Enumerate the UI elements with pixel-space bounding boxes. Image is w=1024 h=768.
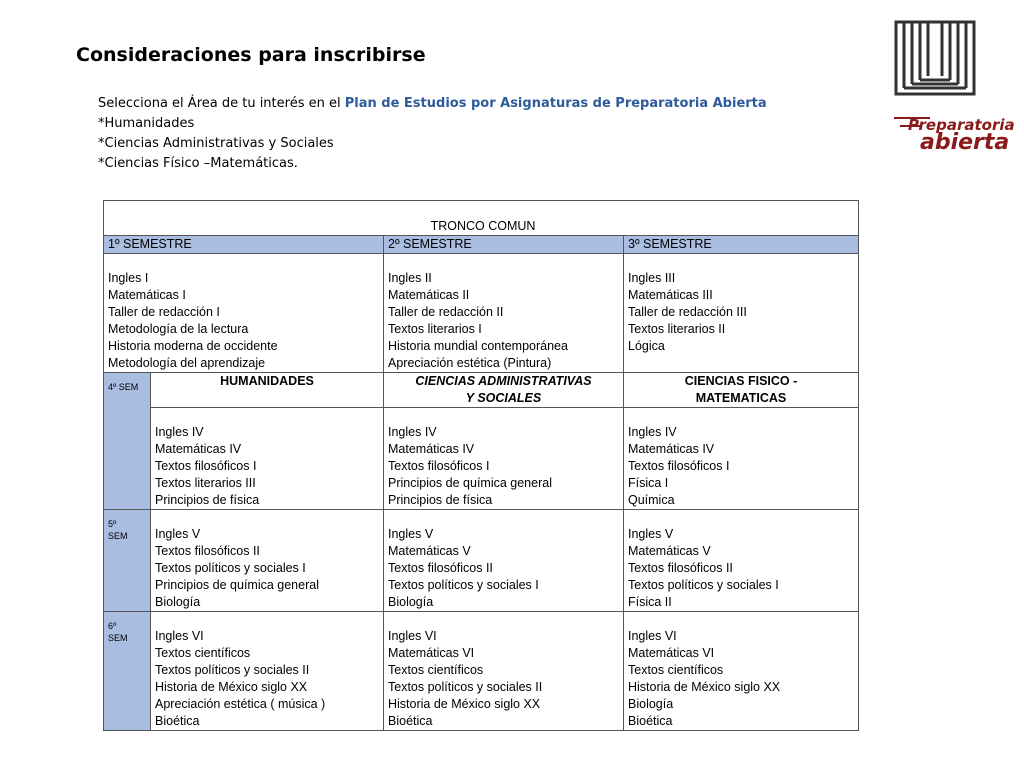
- study-plan-table: [103, 200, 859, 731]
- subject: Historia de México siglo XX: [628, 680, 781, 694]
- subject: Historia de México siglo XX: [155, 680, 308, 694]
- sem5-administrativas: [384, 510, 624, 612]
- area-fisico-matematicas: *Ciencias Físico –Matemáticas.: [98, 156, 298, 171]
- subject: Ingles II: [388, 271, 432, 285]
- subject: Ingles VI: [628, 629, 677, 643]
- semester-1-header: 1º SEMESTRE: [104, 236, 384, 254]
- preparatoria-abierta-logo: [890, 18, 1015, 155]
- subject: Textos científicos: [155, 646, 251, 660]
- sem5-label-text: SEM: [108, 531, 128, 541]
- subject: Bioética: [388, 714, 433, 728]
- track-label: Y SOCIALES: [465, 391, 542, 405]
- subject: Textos políticos y sociales II: [155, 663, 310, 677]
- subject: Taller de redacción II: [388, 305, 504, 319]
- semester-3-header: 3º SEMESTRE: [624, 236, 859, 254]
- subject: Bioética: [628, 714, 673, 728]
- track-administrativas: [384, 373, 624, 408]
- subject: Lógica: [628, 339, 665, 353]
- semester-3-subjects: [624, 254, 859, 373]
- subject: Ingles VI: [155, 629, 204, 643]
- logo-text-abierta: abierta: [920, 130, 1010, 155]
- page-title: Consideraciones para inscribirse: [76, 44, 426, 66]
- subject: Principios de química general: [155, 578, 319, 592]
- subject: Ingles IV: [628, 425, 677, 439]
- subject: Ingles V: [155, 527, 201, 541]
- subject: Textos filosóficos II: [628, 561, 733, 575]
- subject: Física I: [628, 476, 669, 490]
- sem6-label-text: 6º: [108, 621, 117, 631]
- subject: Textos filosóficos II: [388, 561, 493, 575]
- track-fisico-matematicas: [624, 373, 859, 408]
- track-label: CIENCIAS ADMINISTRATIVAS: [415, 374, 592, 388]
- sem5-humanidades: [151, 510, 384, 612]
- subject: Matemáticas V: [388, 544, 471, 558]
- subject: Historia moderna de occidente: [108, 339, 278, 353]
- track-label: HUMANIDADES: [220, 374, 314, 388]
- subject: Textos políticos y sociales I: [628, 578, 779, 592]
- subject: Textos filosóficos II: [155, 544, 260, 558]
- sem5-label-text: 5º: [108, 519, 117, 529]
- subject: Química: [628, 493, 675, 507]
- subject: Biología: [388, 595, 434, 609]
- subject: Ingles V: [388, 527, 434, 541]
- subject: Matemáticas V: [628, 544, 711, 558]
- subject: Principios de física: [388, 493, 493, 507]
- subject: Ingles VI: [388, 629, 437, 643]
- subject: Matemáticas I: [108, 288, 186, 302]
- subject: Textos filosóficos I: [155, 459, 257, 473]
- subject: Textos literarios II: [628, 322, 726, 336]
- subject: Textos políticos y sociales I: [388, 578, 539, 592]
- tronco-comun-header: TRONCO COMUN: [104, 201, 859, 236]
- track-humanidades: [151, 373, 384, 408]
- intro-lead: Selecciona el Área de tu interés en el: [98, 96, 345, 111]
- semester-header-row: [104, 236, 859, 254]
- subject: Matemáticas III: [628, 288, 713, 302]
- subject: Bioética: [155, 714, 200, 728]
- subject: Textos filosóficos I: [388, 459, 490, 473]
- subject: Principios de física: [155, 493, 260, 507]
- subject: Metodología del aprendizaje: [108, 356, 266, 370]
- subject: Textos científicos: [628, 663, 724, 677]
- semester-1-subjects: [104, 254, 384, 373]
- subject: Apreciación estética ( música ): [155, 697, 326, 711]
- subject: Historia de México siglo XX: [388, 697, 541, 711]
- subject: Matemáticas II: [388, 288, 470, 302]
- sem6-label: [104, 612, 151, 731]
- intro-line: [98, 94, 767, 114]
- subject: Ingles IV: [155, 425, 204, 439]
- sem4-administrativas: [384, 408, 624, 510]
- track-label: MATEMATICAS: [695, 391, 787, 405]
- sem6-humanidades: [151, 612, 384, 731]
- subject: Ingles I: [108, 271, 149, 285]
- subject: Taller de redacción I: [108, 305, 220, 319]
- sem4-label: [104, 373, 151, 510]
- subject: Matemáticas IV: [388, 442, 475, 456]
- subject: Taller de redacción III: [628, 305, 747, 319]
- sem4-fisico-matematicas: [624, 408, 859, 510]
- sem4-row: [104, 408, 859, 510]
- subject: Ingles III: [628, 271, 676, 285]
- subject: Física II: [628, 595, 672, 609]
- subject: Matemáticas IV: [628, 442, 715, 456]
- semester-2-subjects: [384, 254, 624, 373]
- subject: Ingles IV: [388, 425, 437, 439]
- subject: Biología: [155, 595, 201, 609]
- tronco-subjects-row: [104, 254, 859, 373]
- subject: Textos políticos y sociales II: [388, 680, 543, 694]
- subject: Textos literarios I: [388, 322, 482, 336]
- subject: Textos filosóficos I: [628, 459, 730, 473]
- subject: Historia mundial contemporánea: [388, 339, 568, 353]
- sem6-fisico-matematicas: [624, 612, 859, 731]
- semester-2-header: 2º SEMESTRE: [384, 236, 624, 254]
- subject: Principios de química general: [388, 476, 552, 490]
- subject: Matemáticas VI: [388, 646, 475, 660]
- sem5-fisico-matematicas: [624, 510, 859, 612]
- track-label: CIENCIAS FISICO -: [684, 374, 798, 388]
- subject: Ingles V: [628, 527, 674, 541]
- sem5-label: [104, 510, 151, 612]
- subject: Biología: [628, 697, 674, 711]
- sem6-administrativas: [384, 612, 624, 731]
- study-plan-link[interactable]: Plan de Estudios por Asignaturas de Preparatoria Abierta: [344, 96, 767, 111]
- area-administrativas: *Ciencias Administrativas y Sociales: [98, 136, 334, 151]
- area-humanidades: *Humanidades: [98, 116, 195, 131]
- subject: Matemáticas IV: [155, 442, 242, 456]
- subject: Matemáticas VI: [628, 646, 715, 660]
- tracks-row: [104, 373, 859, 408]
- intro-text: [98, 94, 767, 174]
- sem4-label-text: 4º SEM: [108, 382, 139, 392]
- subject: Textos políticos y sociales I: [155, 561, 306, 575]
- logo-text-preparatoria: Preparatoria: [908, 116, 1015, 134]
- sem5-row: [104, 510, 859, 612]
- subject: Apreciación estética (Pintura): [388, 356, 552, 370]
- sem6-label-text: SEM: [108, 633, 128, 643]
- subject: Metodología de la lectura: [108, 322, 249, 336]
- tronco-row: [104, 201, 859, 236]
- sem4-humanidades: [151, 408, 384, 510]
- subject: Textos literarios III: [155, 476, 256, 490]
- sem6-row: [104, 612, 859, 731]
- subject: Textos científicos: [388, 663, 484, 677]
